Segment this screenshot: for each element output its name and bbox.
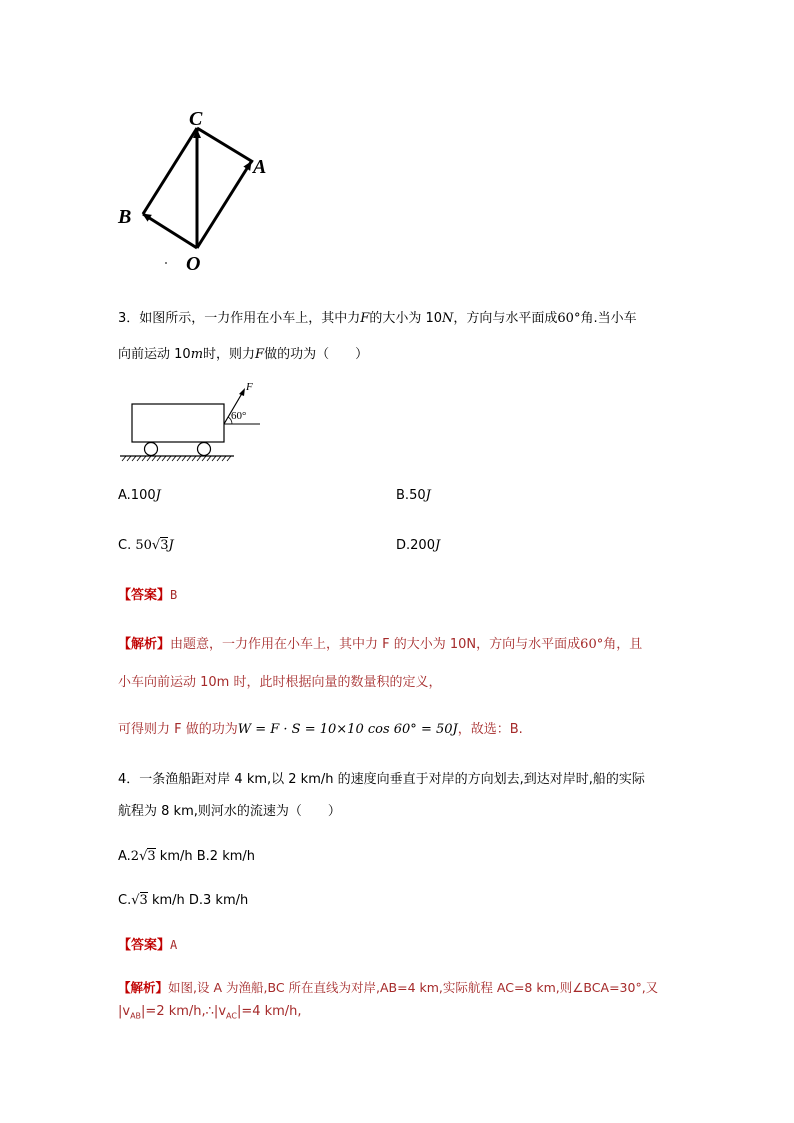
sqrt-sign: √ — [131, 893, 140, 908]
q4-text-line2: 航程为 8 km,则河水的流速为（ ） — [118, 804, 341, 819]
cart-wheel-left — [145, 443, 158, 456]
label-o: O — [186, 253, 201, 275]
cart-body — [132, 404, 224, 442]
label-c: C — [189, 108, 203, 130]
q3-analysis-line2: 小车向前运动 10m 时，此时根据向量的数量积的定义， — [118, 675, 442, 690]
q4-number: 4 — [118, 772, 127, 787]
q4-options-ab[interactable]: A.2√3 km/h B.2 km/h — [118, 849, 256, 864]
segment-ca — [197, 128, 253, 162]
sqrt-sign: √ — [151, 538, 161, 553]
angle-label: 60° — [231, 410, 247, 422]
force-label: F — [246, 381, 253, 393]
q4-answer: 【答案】A — [118, 938, 178, 953]
vector-oa — [197, 162, 251, 248]
q3-option-d[interactable]: D.200J — [396, 538, 441, 553]
work-formula: W = F · S = 10×10 cos 60° = 50J — [237, 722, 458, 737]
q4-text-line1: 4．一条渔船距对岸 4 km,以 2 km/h 的速度向垂直于对岸的方向划去,到达对岸时,船的实际 — [118, 772, 645, 787]
q3-text-line1: 3．如图所示，一力作用在小车上，其中力F的大小为 10N，方向与水平面成60°角.当小车 — [118, 311, 637, 326]
q3-text-line2: 向前运动 10m时，则力F做的功为（ ） — [118, 347, 369, 362]
cart-figure — [118, 378, 268, 464]
q3-analysis-line3: 可得则力 F 做的功为W = F · S = 10×10 cos 60° = 50J，故选：B. — [118, 722, 523, 737]
sqrt-sign: √ — [139, 849, 148, 864]
q3-number: 3 — [118, 311, 127, 326]
vector-ob — [143, 214, 197, 248]
ground-hatching — [122, 456, 231, 461]
q3-option-a[interactable]: A.100J — [118, 488, 161, 503]
q4-analysis-line2: $|v_{AB}|=2$ $km/h,\therefore|v_{AC}|=4$ km/h, — [118, 1004, 302, 1021]
cart-wheel-right — [198, 443, 211, 456]
q3-answer — [118, 586, 177, 605]
q3-analysis-line1: 【解析】由题意，一力作用在小车上，其中力 F 的大小为 10N，方向与水平面成60°角，且 — [118, 637, 643, 652]
segment-bc — [143, 128, 197, 214]
force-symbol: F — [360, 311, 370, 326]
answer-label: 【答案】 — [118, 588, 171, 603]
q4-options-cd[interactable]: C.√3 km/h D.3 km/h — [118, 893, 249, 908]
q4-analysis-line1: 【解析】如图,设 A 为渔船,BC 所在直线为对岸,AB=4 km,实际航程 AC=8 km,则∠BCA=30°,又 — [118, 980, 659, 995]
vector-parallelogram-diagram — [110, 100, 280, 280]
q3-option-b[interactable]: B.50J — [396, 488, 431, 503]
label-a: A — [253, 156, 267, 178]
analysis-label: 【解析】 — [118, 637, 171, 652]
answer-value: B — [170, 588, 178, 602]
q3-option-c[interactable]: C. 50√3J — [118, 538, 174, 553]
force-arrowhead — [239, 388, 245, 396]
label-b: B — [118, 206, 132, 228]
stray-dot — [165, 262, 167, 264]
